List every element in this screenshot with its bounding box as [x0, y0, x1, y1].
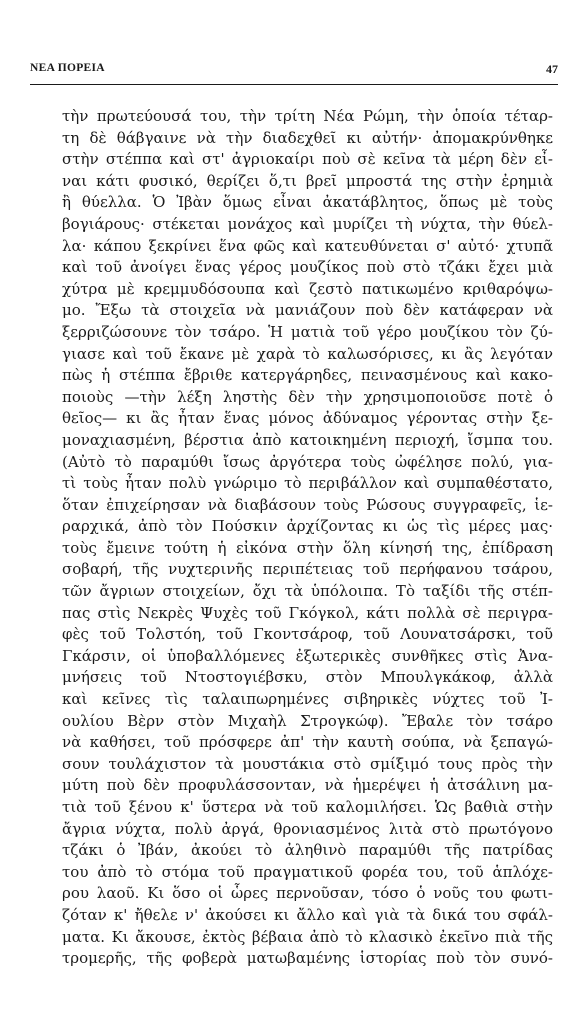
header-rule: [30, 84, 558, 85]
text-line: σοβαρή, τῆς νυχτερινῆς περιπέτειας τοῦ περήφανου τσάρου,: [62, 560, 553, 579]
text-line: τῶν ἄγριων στοιχείων, ὄχι τὰ ὑπόλοιπα. Τὸ ταξίδι τῆς στέπ-: [62, 582, 553, 601]
running-header: [30, 62, 558, 82]
text-line: καὶ τοῦ ἀνοίγει ἕνας γέρος μουζίκος ποὺ στὸ τζάκι ἔχει μιὰ: [62, 258, 553, 277]
text-line: τιὰ τοῦ ξένου κ' ὕστερα νὰ τοῦ καλομιλήσει. Ὡς βαθιὰ στὴν: [62, 798, 553, 816]
text-line: στὴν στέππα καὶ στ' ἀγριοκαίρι ποὺ σὲ κεῖνα τὰ μέρη δὲν εἶ-: [62, 150, 553, 169]
text-line: ποιοὺς —τὴν λέξη ληστὴς δὲν τὴν χρησιμοποιοῦσε ποτὲ ὁ: [62, 387, 553, 406]
text-line: του ἀπὸ τὸ στόμα τοῦ πραγματικοῦ φορέα του, τοῦ ἁπλόχε-: [62, 862, 553, 881]
body-text: [62, 106, 553, 970]
text-line: γιασε καὶ τοῦ ἔκανε μὲ χαρὰ τὸ καλωσόρισες, κι ἂς λεγόταν: [62, 344, 553, 363]
text-line: ουλίου Βὲρν στὸν Μιχαὴλ Στρογκώφ). Ἔβαλε τὸν τσάρο: [62, 711, 553, 730]
text-line: τὶ τοὺς ἦταν πολὺ γνώριμο τὸ περιβάλλον καὶ συμπαθέστατο,: [62, 474, 553, 493]
text-line: ζόταν κ' ἤθελε ν' ἀκούσει κι ἄλλο καὶ γιὰ τὰ δικά του σφάλ-: [62, 905, 553, 924]
text-line: τὴν πρωτεύουσά του, τὴν τρίτη Νέα Ρώμη, τὴν ὁποία τέταρ-: [62, 107, 553, 125]
text-line: καὶ κεῖνες τὶς ταλαιπωρημένες σιβηρικὲς νύχτες τοῦ Ἰ-: [62, 690, 553, 709]
text-line: βογιάρους· στέκεται μονάχος καὶ μυρίζει τὴ νύχτα, τὴν θύελ-: [62, 214, 553, 233]
journal-title: ΝΕΑ ΠΟΡΕΙΑ: [30, 62, 105, 74]
text-line: ραρχικά, ἀπὸ τὸν Πούσκιν ἀρχίζοντας κι ὡς τὶς μέρες μας·: [62, 517, 553, 536]
text-line: ὅταν ἐπιχείρησαν νὰ διαβάσουν τοὺς Ρώσους συγγραφεῖς, ἱε-: [62, 495, 553, 514]
text-line: (Αὐτὸ τὸ παραμύθι ἴσως ἀργότερα τοὺς ὠφέλησε πολύ, για-: [62, 452, 553, 471]
text-line: χύτρα μὲ κρεμμυδόσουπα καὶ ζεστὸ πατικωμένο κριθαρόψω-: [62, 279, 553, 298]
text-line: τοὺς ἔμεινε τούτη ἡ εἰκόνα στὴν ὅλη κίνησή της, ἐπίδραση: [62, 538, 553, 557]
text-line: ξερριζώσουνε τὸν τσάρο. Ἡ ματιὰ τοῦ γέρο μουζίκου τὸν ζύ-: [62, 322, 553, 341]
text-line: μύτη ποὺ δὲν προφυλάσσονταν, νὰ ἡμερέψει ἡ ἀτσάλινη μα-: [62, 776, 553, 795]
text-line: νὰ καθήσει, τοῦ πρόσφερε ἀπ' τὴν καυτὴ σούπα, νὰ ξεπαγώ-: [62, 733, 553, 752]
text-line: ἄγρια νύχτα, πολὺ ἀργά, θρονιασμένος λιτὰ στὸ πρωτόγονο: [62, 819, 553, 838]
text-line: λα· κάπου ξεκρίνει ἕνα φῶς καὶ κατευθύνεται σ' αὐτό· χτυπᾶ: [62, 236, 553, 255]
text-line: φὲς τοῦ Τολστόη, τοῦ Γκοντσάροφ, τοῦ Λουνατσάρσκι, τοῦ: [62, 625, 553, 644]
text-line: τη δὲ θάβγαινε νὰ τὴν διαδεχθεῖ κι αὐτήν· ἀπομακρύνθηκε: [62, 128, 553, 147]
text-line: μο. Ἔξω τὰ στοιχεῖα νὰ μανιάζουν ποὺ δὲν κατάφεραν νὰ: [62, 301, 553, 320]
page-number: 47: [546, 62, 558, 76]
text-line: μνήσεις τοῦ Ντοστογιέβσκυ, στὸν Μπουλγκάκοφ, ἀλλὰ: [62, 668, 553, 687]
text-line: πας στὶς Νεκρὲς Ψυχὲς τοῦ Γκόγκολ, κάτι πολλὰ σὲ περιγρα-: [62, 603, 553, 622]
text-line: θεῖος— κι ἂς ἦταν ἕνας μόνος ἀδύναμος γέροντας στὴν ξε-: [62, 409, 553, 428]
text-line: ἢ θύελλα. Ὁ Ἰβὰν ὅμως εἶναι ἀκατάβλητος, ὅπως μὲ τοὺς: [62, 193, 553, 212]
text-line: ματα. Κι ἄκουσε, ἐκτὸς βέβαια ἀπὸ τὸ κλασικὸ ἐκεῖνο πιὰ τῆς: [62, 927, 553, 946]
text-line: πὼς ἡ στέππα ἔβριθε κατεργάρηδες, πεινασμένους καὶ κακο-: [62, 366, 553, 385]
text-line: ναι κάτι φυσικό, θερίζει ὅ,τι βρεῖ μπροστά της στὴν ἐρημιὰ: [62, 171, 553, 190]
text-line: σουν τουλάχιστον τὰ μουστάκια στὸ σμίξιμό τους πρὸς τὴν: [62, 754, 553, 773]
text-line: τζάκι ὁ Ἰβάν, ἀκούει τὸ ἀληθινὸ παραμύθι τῆς πατρίδας: [62, 841, 553, 860]
text-line: ρου λαοῦ. Κι ὅσο οἱ ὧρες περνοῦσαν, τόσο ὁ νοῦς του φωτι-: [62, 884, 553, 903]
text-line: τρομερῆς, τῆς φοβερὰ ματωβαμένης ἱστορίας ποὺ τὸν συνό-: [62, 949, 553, 968]
text-line: Γκάρσιν, οἱ ὑποβαλλόμενες ἐξωτερικὲς συνθῆκες στὶς Ἀνα-: [62, 646, 553, 665]
text-line: μοναχιασμένη, βέρστια ἀπὸ κατοικημένη περιοχή, ἴσμπα του.: [62, 430, 553, 449]
